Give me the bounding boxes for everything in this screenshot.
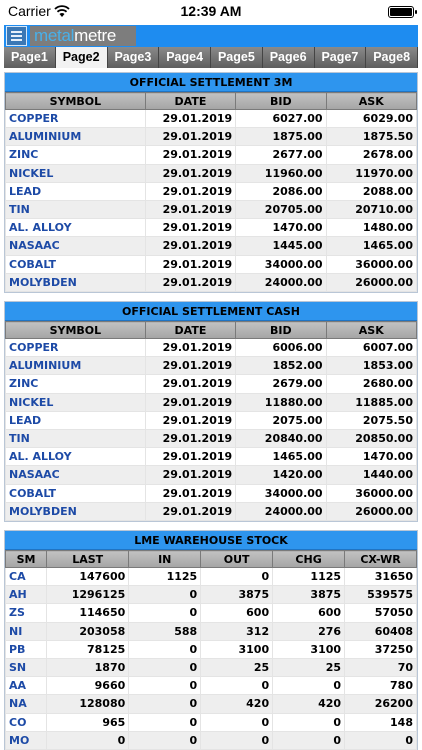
symbol-cell: COPPER: [6, 339, 146, 357]
value-cell: 1870: [47, 658, 129, 676]
logo-part-2: metre: [74, 26, 117, 45]
symbol-cell: ZINC: [6, 146, 146, 164]
value-cell: 0: [129, 604, 201, 622]
symbol-cell: TIN: [6, 429, 146, 447]
table-row[interactable]: [6, 146, 417, 164]
symbol-cell: LEAD: [6, 411, 146, 429]
value-cell: 20840.00: [236, 429, 326, 447]
value-cell: 600: [273, 604, 345, 622]
value-cell: 34000.00: [236, 255, 326, 273]
value-cell: 1445.00: [236, 237, 326, 255]
value-cell: 26000.00: [326, 502, 416, 520]
table-row[interactable]: [6, 695, 417, 713]
value-cell: 6029.00: [326, 110, 416, 128]
value-cell: 1875.50: [326, 128, 416, 146]
column-header: DATE: [145, 93, 235, 110]
value-cell: 2088.00: [326, 182, 416, 200]
table-row[interactable]: [6, 237, 417, 255]
table-row[interactable]: [6, 375, 417, 393]
menu-button[interactable]: [6, 26, 27, 46]
status-bar: [0, 0, 422, 24]
value-cell: 128080: [47, 695, 129, 713]
column-header: OUT: [201, 551, 273, 568]
value-cell: 29.01.2019: [145, 466, 235, 484]
value-cell: 2086.00: [236, 182, 326, 200]
value-cell: 2680.00: [326, 375, 416, 393]
table-row[interactable]: [6, 273, 417, 291]
value-cell: 539575: [345, 586, 417, 604]
tab-page8[interactable]: Page8: [366, 47, 418, 68]
value-cell: 37250: [345, 640, 417, 658]
value-cell: 29.01.2019: [145, 448, 235, 466]
table-row[interactable]: [6, 110, 417, 128]
symbol-cell: NA: [6, 695, 47, 713]
value-cell: 25: [273, 658, 345, 676]
column-header: SM: [6, 551, 47, 568]
value-cell: 276: [273, 622, 345, 640]
value-cell: 29.01.2019: [145, 128, 235, 146]
value-cell: 1420.00: [236, 466, 326, 484]
symbol-cell: COPPER: [6, 110, 146, 128]
value-cell: 0: [129, 658, 201, 676]
value-cell: 1852.00: [236, 357, 326, 375]
value-cell: 29.01.2019: [145, 164, 235, 182]
value-cell: 29.01.2019: [145, 357, 235, 375]
table-row[interactable]: [6, 622, 417, 640]
value-cell: 11970.00: [326, 164, 416, 182]
value-cell: 588: [129, 622, 201, 640]
value-cell: 0: [201, 677, 273, 695]
column-header: BID: [236, 93, 326, 110]
value-cell: 26200: [345, 695, 417, 713]
value-cell: 1465.00: [326, 237, 416, 255]
warehouse-table: [5, 550, 417, 750]
table-row[interactable]: [6, 568, 417, 586]
symbol-cell: NASAAC: [6, 237, 146, 255]
column-header: ASK: [326, 93, 416, 110]
value-cell: 1470.00: [326, 448, 416, 466]
value-cell: 24000.00: [236, 502, 326, 520]
value-cell: 0: [201, 568, 273, 586]
value-cell: 24000.00: [236, 273, 326, 291]
value-cell: 29.01.2019: [145, 484, 235, 502]
tab-page3[interactable]: Page3: [108, 47, 160, 68]
tab-page7[interactable]: Page7: [315, 47, 367, 68]
value-cell: 0: [47, 731, 129, 749]
value-cell: 0: [345, 731, 417, 749]
value-cell: 1480.00: [326, 219, 416, 237]
value-cell: 3875: [201, 586, 273, 604]
symbol-cell: CA: [6, 568, 47, 586]
value-cell: 0: [201, 731, 273, 749]
symbol-cell: AL. ALLOY: [6, 448, 146, 466]
column-header: BID: [236, 322, 326, 339]
value-cell: 965: [47, 713, 129, 731]
value-cell: 3100: [273, 640, 345, 658]
value-cell: 0: [273, 731, 345, 749]
value-cell: 0: [201, 713, 273, 731]
value-cell: 25: [201, 658, 273, 676]
table-row[interactable]: [6, 200, 417, 218]
value-cell: 29.01.2019: [145, 375, 235, 393]
symbol-cell: COBALT: [6, 484, 146, 502]
value-cell: 0: [129, 677, 201, 695]
value-cell: 2678.00: [326, 146, 416, 164]
value-cell: 31650: [345, 568, 417, 586]
column-header: CHG: [273, 551, 345, 568]
settlement-3m-section: [4, 72, 418, 293]
menu-icon-bar: [11, 35, 22, 37]
table-row[interactable]: [6, 448, 417, 466]
symbol-cell: COBALT: [6, 255, 146, 273]
value-cell: 1296125: [47, 586, 129, 604]
symbol-cell: TIN: [6, 200, 146, 218]
value-cell: 1125: [129, 568, 201, 586]
value-cell: 70: [345, 658, 417, 676]
value-cell: 1440.00: [326, 466, 416, 484]
page-tabs: [4, 47, 418, 68]
value-cell: 148: [345, 713, 417, 731]
logo-part-1: metal: [34, 26, 75, 45]
value-cell: 26000.00: [326, 273, 416, 291]
value-cell: 29.01.2019: [145, 502, 235, 520]
value-cell: 29.01.2019: [145, 146, 235, 164]
symbol-cell: ALUMINIUM: [6, 357, 146, 375]
table-row[interactable]: [6, 484, 417, 502]
value-cell: 114650: [47, 604, 129, 622]
symbol-cell: PB: [6, 640, 47, 658]
symbol-cell: ZINC: [6, 375, 146, 393]
symbol-cell: CO: [6, 713, 47, 731]
value-cell: 600: [201, 604, 273, 622]
battery-icon: [388, 6, 414, 18]
value-cell: 11885.00: [326, 393, 416, 411]
value-cell: 11960.00: [236, 164, 326, 182]
column-header: SYMBOL: [6, 93, 146, 110]
settlement-cash-title: OFFICIAL SETTLEMENT CASH: [5, 302, 417, 321]
symbol-cell: SN: [6, 658, 47, 676]
table-row[interactable]: [6, 658, 417, 676]
symbol-cell: NI: [6, 622, 47, 640]
value-cell: 20705.00: [236, 200, 326, 218]
settlement-3m-title: OFFICIAL SETTLEMENT 3M: [5, 73, 417, 92]
value-cell: 420: [273, 695, 345, 713]
value-cell: 29.01.2019: [145, 237, 235, 255]
table-row[interactable]: [6, 339, 417, 357]
symbol-cell: ALUMINIUM: [6, 128, 146, 146]
value-cell: 6027.00: [236, 110, 326, 128]
column-header: LAST: [47, 551, 129, 568]
table-row[interactable]: [6, 604, 417, 622]
table-row[interactable]: [6, 411, 417, 429]
table-row[interactable]: [6, 586, 417, 604]
value-cell: 9660: [47, 677, 129, 695]
carrier-label: Carrier: [8, 3, 51, 19]
warehouse-title: LME WAREHOUSE STOCK: [5, 531, 417, 550]
value-cell: 57050: [345, 604, 417, 622]
value-cell: 29.01.2019: [145, 393, 235, 411]
value-cell: 29.01.2019: [145, 273, 235, 291]
symbol-cell: LEAD: [6, 182, 146, 200]
table-row[interactable]: [6, 182, 417, 200]
value-cell: 312: [201, 622, 273, 640]
table-row[interactable]: [6, 502, 417, 520]
value-cell: 2679.00: [236, 375, 326, 393]
table-row[interactable]: [6, 466, 417, 484]
tab-page2[interactable]: Page2: [56, 47, 108, 68]
value-cell: 6007.00: [326, 339, 416, 357]
value-cell: 147600: [47, 568, 129, 586]
column-header: ASK: [326, 322, 416, 339]
value-cell: 34000.00: [236, 484, 326, 502]
symbol-cell: MOLYBDEN: [6, 502, 146, 520]
table-row[interactable]: [6, 255, 417, 273]
value-cell: 29.01.2019: [145, 429, 235, 447]
symbol-cell: AH: [6, 586, 47, 604]
value-cell: 1875.00: [236, 128, 326, 146]
table-row[interactable]: [6, 713, 417, 731]
value-cell: 0: [129, 695, 201, 713]
value-cell: 1125: [273, 568, 345, 586]
value-cell: 1470.00: [236, 219, 326, 237]
value-cell: 203058: [47, 622, 129, 640]
symbol-cell: MOLYBDEN: [6, 273, 146, 291]
menu-icon: [11, 31, 22, 33]
value-cell: 2075.00: [236, 411, 326, 429]
value-cell: 29.01.2019: [145, 110, 235, 128]
symbol-cell: AL. ALLOY: [6, 219, 146, 237]
symbol-cell: MO: [6, 731, 47, 749]
logo-text: [34, 26, 116, 46]
value-cell: 6006.00: [236, 339, 326, 357]
value-cell: 29.01.2019: [145, 255, 235, 273]
value-cell: 36000.00: [326, 484, 416, 502]
value-cell: 420: [201, 695, 273, 713]
value-cell: 20710.00: [326, 200, 416, 218]
app-logo: [30, 26, 136, 46]
value-cell: 29.01.2019: [145, 219, 235, 237]
table-row[interactable]: [6, 219, 417, 237]
tab-page5[interactable]: Page5: [211, 47, 263, 68]
value-cell: 78125: [47, 640, 129, 658]
value-cell: 2677.00: [236, 146, 326, 164]
value-cell: 0: [129, 640, 201, 658]
clock: 12:39 AM: [180, 3, 242, 19]
value-cell: 1465.00: [236, 448, 326, 466]
value-cell: 1853.00: [326, 357, 416, 375]
table-row[interactable]: [6, 164, 417, 182]
tab-page6[interactable]: Page6: [263, 47, 315, 68]
value-cell: 0: [273, 713, 345, 731]
symbol-cell: NICKEL: [6, 164, 146, 182]
value-cell: 60408: [345, 622, 417, 640]
value-cell: 29.01.2019: [145, 200, 235, 218]
value-cell: 2075.50: [326, 411, 416, 429]
value-cell: 780: [345, 677, 417, 695]
value-cell: 20850.00: [326, 429, 416, 447]
app-header: [4, 25, 418, 47]
value-cell: 36000.00: [326, 255, 416, 273]
column-header: CX-WR: [345, 551, 417, 568]
column-header: IN: [129, 551, 201, 568]
value-cell: 0: [273, 677, 345, 695]
value-cell: 0: [129, 713, 201, 731]
table-row[interactable]: [6, 128, 417, 146]
symbol-cell: NICKEL: [6, 393, 146, 411]
symbol-cell: ZS: [6, 604, 47, 622]
table-row[interactable]: [6, 640, 417, 658]
symbol-cell: NASAAC: [6, 466, 146, 484]
value-cell: 11880.00: [236, 393, 326, 411]
value-cell: 3100: [201, 640, 273, 658]
settlement-cash-table: [5, 321, 417, 521]
menu-icon-bar: [11, 39, 22, 41]
table-row[interactable]: [6, 677, 417, 695]
symbol-cell: AA: [6, 677, 47, 695]
table-row[interactable]: [6, 429, 417, 447]
value-cell: 29.01.2019: [145, 182, 235, 200]
value-cell: 3875: [273, 586, 345, 604]
tab-page1[interactable]: Page1: [4, 47, 56, 68]
tab-page4[interactable]: Page4: [159, 47, 211, 68]
column-header: DATE: [145, 322, 235, 339]
value-cell: 0: [129, 731, 201, 749]
settlement-cash-section: [4, 301, 418, 522]
column-header: SYMBOL: [6, 322, 146, 339]
value-cell: 29.01.2019: [145, 339, 235, 357]
value-cell: 29.01.2019: [145, 411, 235, 429]
table-row[interactable]: [6, 731, 417, 749]
settlement-3m-table: [5, 92, 417, 292]
warehouse-section: [4, 530, 418, 750]
value-cell: 0: [129, 586, 201, 604]
table-row[interactable]: [6, 357, 417, 375]
table-row[interactable]: [6, 393, 417, 411]
